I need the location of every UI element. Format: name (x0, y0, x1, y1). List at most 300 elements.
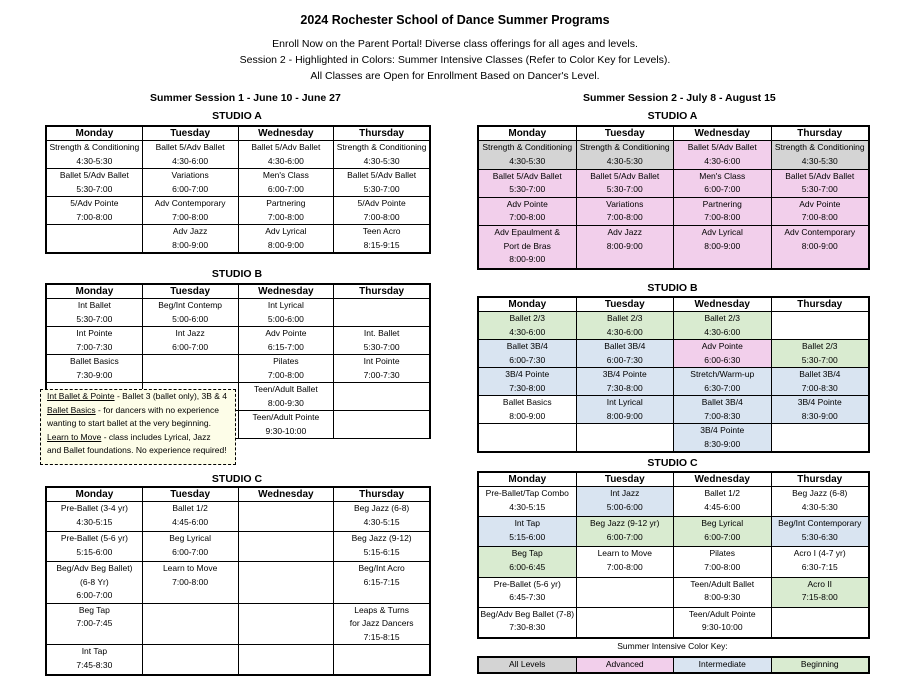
class-name: Ballet 1/2 (704, 488, 740, 499)
class-cell (479, 226, 577, 269)
empty-cell (47, 225, 143, 253)
class-cell (334, 562, 430, 604)
class-time: 6:00-6:30 (704, 354, 741, 365)
note-learn-to-move: Learn to Move (47, 431, 102, 442)
class-cell (142, 197, 238, 225)
class-time: 8:30-9:00 (704, 438, 741, 449)
class-time: 5:30-7:00 (363, 183, 400, 194)
class-cell (238, 383, 334, 411)
class-cell (674, 487, 772, 517)
class-name: Stretch/Warm-up (690, 369, 755, 379)
class-name: Strength & Conditioning (482, 142, 573, 153)
s1-studio-a-schedule (45, 125, 431, 254)
class-time: 8:00-9:00 (704, 240, 741, 251)
day-header: Tuesday (142, 127, 238, 141)
class-time: 7:00-7:45 (76, 618, 113, 628)
class-cell (479, 547, 577, 577)
class-time: 7:00-8:00 (267, 211, 304, 222)
class-cell (142, 169, 238, 197)
class-cell (674, 396, 772, 424)
class-cell (674, 340, 772, 368)
class-name: Teen/Adult Pointe (688, 608, 756, 619)
class-name: Beg Tap (78, 604, 110, 615)
class-time: 8:00-9:00 (509, 410, 546, 421)
class-time: 4:30-5:15 (363, 516, 400, 527)
class-name: Ballet 2/3 (704, 313, 740, 323)
class-name: Leaps & Turns (354, 604, 410, 615)
class-time: 4:30-6:00 (172, 155, 209, 166)
class-time: 4:30-6:00 (606, 326, 643, 337)
class-cell (479, 577, 577, 607)
class-name: for Jazz Dancers (349, 618, 414, 628)
schedule-row (479, 396, 869, 424)
class-time: 6:30-7:00 (704, 382, 741, 393)
class-name: Ballet 5/Adv Ballet (492, 170, 562, 181)
empty-cell (479, 424, 577, 452)
class-cell (334, 169, 430, 197)
class-name: Ballet 5/Adv Ballet (785, 170, 855, 181)
class-cell (334, 532, 430, 562)
class-name: Beg Lyrical (701, 518, 744, 529)
schedule-row (479, 547, 869, 577)
schedule-row (47, 532, 430, 562)
class-cell (47, 197, 143, 225)
class-cell (47, 603, 143, 645)
class-cell (334, 355, 430, 383)
class-time: 5:30-7:00 (801, 354, 838, 365)
empty-cell (334, 299, 430, 327)
class-name: Adv Epaulment & (494, 227, 561, 238)
class-name: Pre-Ballet/Tap Combo (485, 488, 569, 499)
schedule-row (47, 502, 430, 532)
s2-studio-a-schedule (477, 125, 870, 270)
class-time: 6:00-7:00 (172, 341, 209, 352)
class-cell (479, 312, 577, 340)
class-name: Strength & Conditioning (774, 142, 865, 153)
s2-studio-c-schedule (477, 471, 870, 639)
schedule-row (47, 197, 430, 225)
legend-item: All Levels (479, 658, 577, 673)
class-name: Port de Bras (503, 240, 551, 251)
class-time: 6:15-7:00 (267, 341, 304, 352)
color-key (477, 656, 870, 674)
class-time: 7:00-7:30 (76, 341, 113, 352)
empty-cell (334, 383, 430, 411)
class-cell (479, 396, 577, 424)
class-time: 4:45-6:00 (172, 516, 209, 527)
schedule-row (479, 577, 869, 607)
class-name: Ballet 5/Adv Ballet (687, 142, 757, 153)
class-name: Pre-Ballet (5-6 yr) (493, 578, 561, 589)
class-name: 3B/4 Pointe (602, 369, 647, 379)
class-time: 7:00-8:00 (704, 212, 741, 223)
session2-title: Summer Session 2 - July 8 - August 15 (583, 92, 776, 104)
class-cell (576, 340, 674, 368)
day-header: Monday (47, 488, 143, 502)
class-name: Beg/Int Contemp (158, 300, 223, 310)
class-cell (479, 517, 577, 547)
day-header: Thursday (771, 298, 869, 312)
class-cell (576, 368, 674, 396)
class-time: 6:00-7:00 (606, 531, 643, 542)
class-cell (674, 312, 772, 340)
class-time: 7:15-8:15 (363, 631, 400, 642)
class-time: 6:00-7:00 (704, 184, 741, 195)
class-name: Ballet 2/3 (509, 313, 545, 323)
day-header: Monday (47, 127, 143, 141)
class-time: 7:00-8:00 (172, 576, 209, 587)
s2-studio-c-title: STUDIO C (647, 457, 698, 469)
class-time: 6:45-7:30 (509, 592, 546, 603)
class-time: 4:30-5:30 (509, 155, 546, 166)
class-name: Ballet 5/Adv Ballet (155, 142, 225, 152)
class-name: Ballet 2/3 (607, 313, 643, 323)
schedule-row (479, 487, 869, 517)
note-line-1: - Ballet 3 (ballet only), 3B & 4 (114, 391, 228, 401)
class-time: 8:15-9:15 (363, 239, 400, 250)
class-cell (238, 141, 334, 169)
class-cell (771, 340, 869, 368)
class-time: 4:30-5:15 (509, 501, 546, 512)
class-cell (334, 197, 430, 225)
class-name: Pilates (709, 548, 735, 559)
class-time: 5:00-6:00 (267, 313, 304, 324)
class-time: 7:00-8:00 (606, 561, 643, 572)
class-cell (479, 141, 577, 169)
schedule-row (47, 355, 430, 383)
class-time: 7:30-8:00 (606, 382, 643, 393)
note-line-4: - class includes Lyrical, Jazz (101, 431, 211, 442)
class-time: 6:00-7:00 (172, 546, 209, 557)
empty-cell (142, 355, 238, 383)
schedule-row (47, 562, 430, 604)
class-name: Beg Jazz (9-12) (351, 533, 412, 543)
day-header: Tuesday (576, 473, 674, 487)
class-cell (238, 327, 334, 355)
class-name: Men's Class (699, 170, 746, 181)
class-name: Men's Class (262, 170, 309, 180)
class-description-note (40, 389, 236, 465)
subtitle-line-2: Session 2 - Highlighted in Colors: Summer Intensive Classes (Refer to Color Key for Levels). (239, 54, 671, 66)
class-cell (479, 607, 577, 637)
day-header: Wednesday (674, 473, 772, 487)
day-header: Tuesday (142, 488, 238, 502)
class-cell (479, 169, 577, 197)
empty-cell (238, 502, 334, 532)
s2-studio-a-title: STUDIO A (647, 110, 698, 122)
class-name: Ballet 2/3 (802, 341, 838, 351)
class-name: (6-8 Yr) (80, 576, 109, 587)
class-name: Pre-Ballet (5-6 yr) (60, 533, 128, 543)
class-name: Variations (606, 198, 644, 209)
class-cell (47, 141, 143, 169)
class-cell (334, 327, 430, 355)
class-cell (674, 607, 772, 637)
class-cell (771, 517, 869, 547)
class-name: Acro I (4-7 yr) (793, 548, 846, 559)
class-cell (771, 226, 869, 269)
class-time: 5:00-6:00 (606, 501, 643, 512)
class-name: Teen Acro (362, 226, 401, 236)
class-cell (576, 517, 674, 547)
class-time: 7:30-8:30 (509, 622, 546, 633)
class-name: Adv Jazz (607, 227, 642, 238)
class-cell (238, 411, 334, 439)
class-name: Int Pointe (363, 356, 400, 366)
class-name: Adv Pointe (701, 341, 743, 351)
class-cell (142, 299, 238, 327)
subtitle-line-3: All Classes are Open for Enrollment Based on Dancer's Level. (310, 70, 600, 82)
s1-studio-c-schedule (45, 486, 431, 676)
empty-cell (771, 607, 869, 637)
class-name: Pilates (273, 356, 299, 366)
schedule-row (47, 141, 430, 169)
class-name: Pre-Ballet (3-4 yr) (60, 503, 128, 513)
day-header: Wednesday (674, 298, 772, 312)
class-name: Beg/Adv Beg Ballet (7-8) (480, 608, 575, 619)
class-cell (238, 299, 334, 327)
class-cell (142, 141, 238, 169)
class-time: 5:30-7:00 (363, 341, 400, 352)
class-cell (771, 396, 869, 424)
class-name: Adv Pointe (506, 198, 548, 209)
class-time: 5:30-6:30 (801, 531, 838, 542)
s2-studio-b-title: STUDIO B (647, 282, 698, 294)
empty-cell (576, 577, 674, 607)
s2-studio-b-schedule (477, 296, 870, 453)
schedule-row (479, 424, 869, 452)
class-time: 7:00-8:00 (76, 211, 113, 222)
class-name: Beg/Int Acro (358, 563, 405, 573)
class-name: Strength & Conditioning (579, 142, 670, 153)
class-time: 6:00-7:30 (606, 354, 643, 365)
empty-cell (771, 424, 869, 452)
class-cell (479, 487, 577, 517)
class-cell (576, 396, 674, 424)
legend-item: Advanced (576, 658, 674, 673)
class-cell (576, 197, 674, 225)
class-cell (576, 487, 674, 517)
class-cell (576, 547, 674, 577)
class-cell (479, 340, 577, 368)
class-time: 7:00-8:30 (704, 410, 741, 421)
class-time: 4:45-6:00 (704, 501, 741, 512)
note-line-2: - for dancers with no experience (95, 404, 219, 415)
empty-cell (334, 645, 430, 675)
class-time: 7:30-9:00 (76, 369, 113, 380)
day-header: Thursday (771, 473, 869, 487)
schedule-row (479, 312, 869, 340)
class-name: Int. Ballet (363, 328, 400, 338)
day-header: Thursday (771, 127, 869, 141)
class-name: Adv Lyrical (701, 227, 743, 238)
legend-item: Intermediate (674, 658, 772, 673)
class-name: Ballet 3B/4 (701, 397, 743, 407)
legend-item: Beginning (771, 658, 869, 673)
class-time: 7:00-8:00 (606, 212, 643, 223)
schedule-row (479, 197, 869, 225)
class-name: Strength & Conditioning (49, 142, 140, 152)
class-time: 5:00-6:00 (172, 313, 209, 324)
class-time: 7:00-8:00 (172, 211, 209, 222)
class-name: 3B/4 Pointe (797, 397, 842, 407)
day-header: Thursday (334, 488, 430, 502)
page-title: 2024 Rochester School of Dance Summer Programs (300, 13, 610, 27)
class-time: 6:30-7:15 (801, 561, 838, 572)
schedule-row (479, 368, 869, 396)
class-time: 5:30-7:00 (76, 183, 113, 194)
class-time: 8:00-9:30 (704, 592, 741, 603)
class-time: 4:30-5:30 (363, 155, 400, 166)
schedule-row (47, 169, 430, 197)
class-cell (142, 532, 238, 562)
class-cell (142, 502, 238, 532)
class-time: 7:00-8:00 (704, 561, 741, 572)
class-name: Ballet 5/Adv Ballet (251, 142, 321, 152)
class-time: 8:00-9:00 (606, 240, 643, 251)
class-cell (47, 299, 143, 327)
class-time: 4:30-5:30 (801, 155, 838, 166)
class-cell (674, 547, 772, 577)
day-header: Tuesday (576, 298, 674, 312)
class-time: 7:30-8:00 (509, 382, 546, 393)
class-time: 4:30-5:30 (801, 501, 838, 512)
class-time: 4:30-5:30 (606, 155, 643, 166)
day-header: Thursday (334, 127, 430, 141)
class-time: 6:00-7:00 (704, 531, 741, 542)
day-header: Thursday (334, 285, 430, 299)
class-time: 7:00-8:00 (363, 211, 400, 222)
class-time: 4:30-6:00 (704, 326, 741, 337)
day-header: Tuesday (576, 127, 674, 141)
class-name: Adv Lyrical (265, 226, 307, 236)
class-name: Beg Jazz (6-8) (353, 503, 410, 513)
empty-cell (238, 532, 334, 562)
class-name: Int Tap (514, 518, 540, 529)
empty-cell (238, 562, 334, 604)
class-cell (771, 169, 869, 197)
class-cell (238, 355, 334, 383)
class-cell (674, 577, 772, 607)
class-name: Beg Jazz (9-12 yr) (590, 518, 660, 529)
class-time: 5:15-6:00 (509, 531, 546, 542)
class-time: 6:00-7:00 (267, 183, 304, 194)
class-time: 4:30-5:30 (76, 155, 113, 166)
class-cell (142, 562, 238, 604)
class-name: Strength & Conditioning (336, 142, 427, 152)
class-time: 6:00-6:45 (509, 561, 546, 572)
class-time: 6:00-7:30 (509, 354, 546, 365)
class-cell (47, 562, 143, 604)
class-cell (576, 169, 674, 197)
schedule-row (479, 607, 869, 637)
schedule-row (47, 645, 430, 675)
class-cell (334, 502, 430, 532)
class-time: 8:00-9:00 (801, 240, 838, 251)
schedule-row (479, 517, 869, 547)
class-name: Ballet 5/Adv Ballet (347, 170, 417, 180)
class-cell (674, 517, 772, 547)
schedule-row (47, 299, 430, 327)
class-time: 5:30-7:00 (606, 184, 643, 195)
class-cell (771, 141, 869, 169)
class-time: 8:00-9:00 (172, 239, 209, 250)
class-name: Ballet 3B/4 (799, 369, 841, 379)
class-cell (47, 502, 143, 532)
class-time: 6:00-7:00 (172, 183, 209, 194)
empty-cell (576, 424, 674, 452)
day-header: Wednesday (238, 488, 334, 502)
class-cell (238, 197, 334, 225)
class-name: Adv Pointe (799, 198, 841, 209)
class-name: Teen/Adult Ballet (690, 578, 755, 589)
schedule-row (47, 603, 430, 645)
class-time: 4:30-6:00 (267, 155, 304, 166)
class-cell (238, 225, 334, 253)
class-name: Adv Pointe (265, 328, 307, 338)
class-name: Int Pointe (76, 328, 113, 338)
empty-cell (142, 645, 238, 675)
class-name: Int Ballet (77, 300, 111, 310)
class-name: Partnering (266, 198, 306, 208)
class-name: Adv Contemporary (784, 227, 856, 238)
class-cell (674, 424, 772, 452)
class-name: Ballet 3B/4 (506, 341, 548, 351)
empty-cell (238, 603, 334, 645)
class-cell (674, 197, 772, 225)
class-name: Learn to Move (597, 548, 652, 559)
schedule-row (47, 327, 430, 355)
class-cell (771, 577, 869, 607)
class-name: Learn to Move (162, 563, 218, 573)
class-name: Adv Contemporary (154, 198, 226, 208)
class-name: Ballet Basics (502, 397, 552, 407)
note-ballet-basics: Ballet Basics (47, 404, 96, 415)
session1-title: Summer Session 1 - June 10 - June 27 (150, 92, 341, 104)
class-name: Teen/Adult Pointe (252, 412, 320, 422)
class-time: 8:00-9:00 (267, 239, 304, 250)
class-name: Beg/Int Contemporary (778, 518, 862, 529)
class-name: Int Tap (81, 646, 108, 656)
class-name: Teen/Adult Ballet (253, 384, 318, 394)
class-cell (334, 141, 430, 169)
class-time: 7:00-8:00 (801, 212, 838, 223)
class-name: 5/Adv Pointe (70, 198, 119, 208)
class-name: Int Lyrical (267, 300, 304, 310)
subtitle-line-1: Enroll Now on the Parent Portal! Diverse class offerings for all ages and levels. (272, 38, 638, 50)
class-cell (771, 547, 869, 577)
class-name: Partnering (702, 198, 742, 209)
class-name: Ballet 5/Adv Ballet (59, 170, 129, 180)
class-name: Int Lyrical (606, 397, 643, 407)
class-name: Beg Lyrical (169, 533, 211, 543)
class-time: 5:15-6:00 (76, 546, 113, 557)
class-cell (674, 169, 772, 197)
class-name: 3B/4 Pointe (700, 425, 745, 435)
class-time: 7:00-8:30 (801, 382, 838, 393)
class-time: 9:30-10:00 (701, 622, 743, 633)
day-header: Monday (479, 473, 577, 487)
class-name: 5/Adv Pointe (357, 198, 406, 208)
class-cell (142, 327, 238, 355)
class-name: 3B/4 Pointe (505, 369, 550, 379)
schedule-row (479, 169, 869, 197)
class-cell (47, 532, 143, 562)
class-time: 7:00-7:30 (363, 369, 400, 380)
color-key-title: Summer Intensive Color Key: (617, 641, 728, 651)
class-time: 5:15-6:15 (363, 546, 400, 557)
day-header: Wednesday (238, 127, 334, 141)
